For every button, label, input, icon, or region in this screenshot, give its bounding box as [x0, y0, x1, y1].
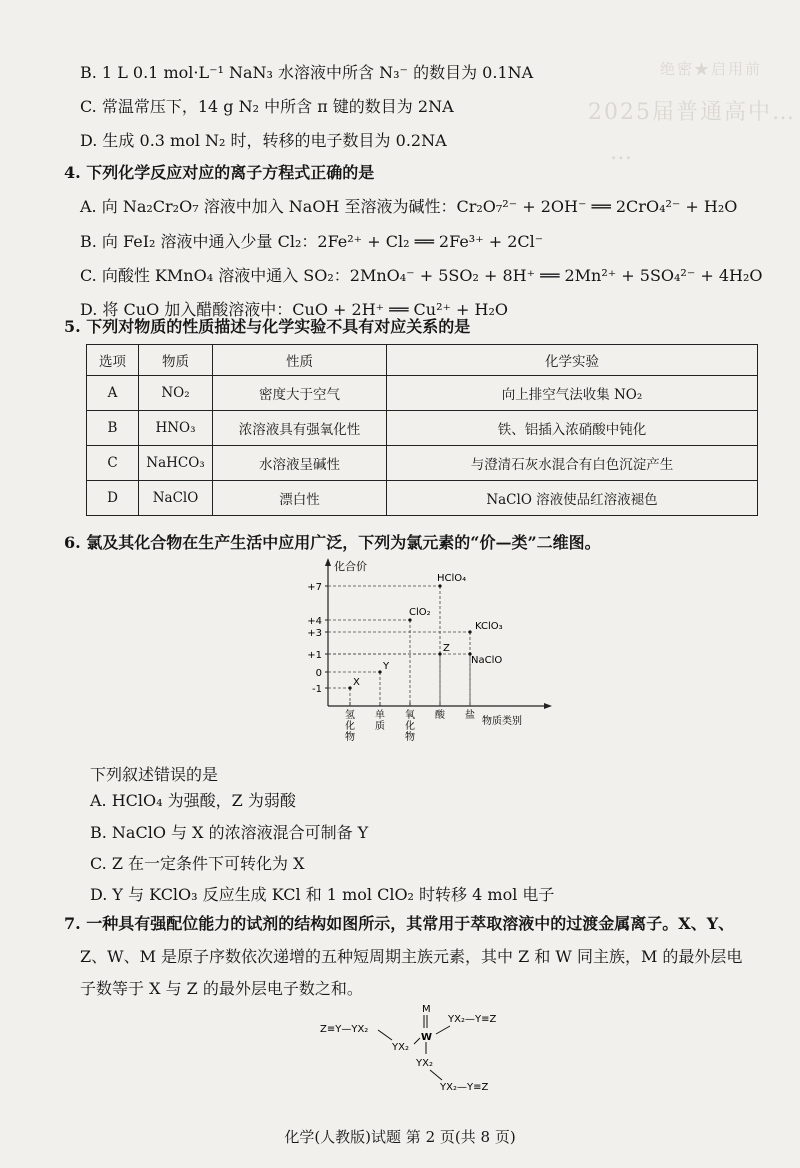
page-footer: 化学(人教版)试题 第 2 页(共 8 页): [284, 1128, 516, 1146]
q5-header-option: 选项: [87, 345, 139, 376]
q3-option-c: C. 常温常压下，14 g N₂ 中所含 π 键的数目为 2NA: [80, 97, 454, 116]
x-category-label: 氧化物: [405, 710, 415, 743]
table-cell: HNO₃: [139, 411, 213, 446]
y-tick-label: -1: [312, 684, 322, 695]
y-axis-title: 化合价: [334, 560, 367, 573]
table-cell: C: [87, 446, 139, 481]
q7-stem-line3: 子数等于 X 与 Z 的最外层电子数之和。: [80, 979, 363, 998]
structure-arm-bottom: YX₂—Y≡Z: [440, 1082, 489, 1093]
y-tick-label: +3: [307, 628, 322, 639]
q6-option-d: D. Y 与 KClO₃ 反应生成 KCl 和 1 mol ClO₂ 时转移 4 mol 电子: [90, 885, 555, 904]
chart-point: [468, 630, 471, 633]
chart-point: [438, 652, 441, 655]
table-cell: 漂白性: [213, 481, 387, 516]
chart-point-label: NaClO: [471, 655, 503, 666]
ghost-subtitle: …: [610, 140, 634, 165]
chart-point: [438, 584, 441, 587]
x-axis-arrow: [544, 703, 552, 709]
table-cell: A: [87, 376, 139, 411]
q7-stem-line1: 7. 一种具有强配位能力的试剂的结构如图所示，其常用于萃取溶液中的过渡金属离子。X、Y、: [64, 914, 735, 933]
table-cell: 水溶液呈碱性: [213, 446, 387, 481]
q6-stem: 6. 氯及其化合物在生产生活中应用广泛，下列为氯元素的“价—类”二维图。: [64, 533, 601, 552]
q6-option-b: B. NaClO 与 X 的浓溶液混合可制备 Y: [90, 823, 369, 842]
table-cell: 与澄清石灰水混合有白色沉淀产生: [387, 446, 758, 481]
q4-stem: 4. 下列化学反应对应的离子方程式正确的是: [64, 163, 375, 182]
q3-option-b: B. 1 L 0.1 mol·L⁻¹ NaN₃ 水溶液中所含 N₃⁻ 的数目为 0.1NA: [80, 63, 534, 82]
table-cell: NaClO 溶液使品红溶液褪色: [387, 481, 758, 516]
table-cell: NaClO: [139, 481, 213, 516]
q7-structure-diagram: [318, 1000, 538, 1110]
table-row: [87, 411, 758, 446]
chart-point-label: X: [353, 677, 360, 688]
table-cell: 密度大于空气: [213, 376, 387, 411]
q5-table: [86, 344, 758, 516]
structure-arm-right: YX₂—Y≡Z: [448, 1014, 497, 1025]
chart-point-label: ClO₂: [409, 607, 431, 618]
q3-option-d: D. 生成 0.3 mol N₂ 时，转移的电子数目为 0.2NA: [80, 131, 447, 150]
structure-arm-left: Z≡Y—YX₂: [320, 1024, 369, 1035]
y-tick-label: +4: [307, 616, 322, 627]
structure-arm-left-link: YX₂: [392, 1042, 409, 1053]
table-cell: 浓溶液具有强氧化性: [213, 411, 387, 446]
y-tick-label: +7: [307, 582, 322, 593]
q6-option-c: C. Z 在一定条件下可转化为 X: [90, 854, 305, 873]
structure-arm-bottom-link: YX₂: [416, 1058, 433, 1069]
ghost-title: 2025届普通高中…: [588, 100, 796, 125]
q6-prompt: 下列叙述错误的是: [90, 765, 219, 784]
chart-point-label: Y: [383, 661, 390, 672]
q4-option-d: D. 将 CuO 加入醋酸溶液中：CuO + 2H⁺ ══ Cu²⁺ + H₂O: [80, 300, 508, 319]
y-tick-label: +1: [307, 650, 322, 661]
q5-header-experiment: 化学实验: [387, 345, 758, 376]
q4-option-b: B. 向 FeI₂ 溶液中通入少量 Cl₂：2Fe²⁺ + Cl₂ ══ 2Fe³⁺ + 2Cl⁻: [80, 232, 544, 251]
table-cell: 向上排空气法收集 NO₂: [387, 376, 758, 411]
q5-table-header: [87, 345, 758, 376]
x-category-label: 盐: [465, 710, 475, 721]
table-cell: 铁、铝插入浓硝酸中钝化: [387, 411, 758, 446]
x-axis-title: 物质类别: [482, 716, 522, 727]
q5-stem: 5. 下列对物质的性质描述与化学实验不具有对应关系的是: [64, 317, 471, 336]
chart-point: [348, 686, 351, 689]
ghost-header: 绝密★启用前: [660, 60, 763, 78]
structure-atom-w: W: [421, 1032, 433, 1043]
y-tick-label: 0: [315, 668, 322, 679]
table-row: [87, 481, 758, 516]
table-row: [87, 446, 758, 481]
table-cell: D: [87, 481, 139, 516]
table-cell: NO₂: [139, 376, 213, 411]
q5-header-substance: 物质: [139, 345, 213, 376]
chart-point: [378, 670, 381, 673]
q5-header-property: 性质: [213, 345, 387, 376]
q4-option-c: C. 向酸性 KMnO₄ 溶液中通入 SO₂：2MnO₄⁻ + 5SO₂ + 8H⁺ ══ 2Mn²⁺ + 5SO₄²⁻ + 4H₂O: [80, 266, 763, 285]
q6-option-a: A. HClO₄ 为强酸，Z 为弱酸: [90, 791, 296, 810]
y-axis-arrow: [325, 558, 331, 566]
chart-point: [408, 618, 411, 621]
chart-point-label: Z: [443, 643, 450, 654]
chart-point-label: KClO₃: [475, 621, 503, 632]
x-category-label: 酸: [435, 710, 445, 721]
chart-point-label: HClO₄: [437, 573, 467, 584]
x-category-label: 氢化物: [345, 710, 355, 743]
table-cell: B: [87, 411, 139, 446]
q4-option-a: A. 向 Na₂Cr₂O₇ 溶液中加入 NaOH 至溶液为碱性：Cr₂O₇²⁻ + 2OH⁻ ══ 2CrO₄²⁻ + H₂O: [80, 197, 738, 216]
structure-atom-m: M: [422, 1004, 431, 1015]
valence-class-chart: [288, 558, 558, 758]
table-cell: NaHCO₃: [139, 446, 213, 481]
x-category-label: 单质: [375, 710, 385, 732]
q7-stem-line2: Z、W、M 是原子序数依次递增的五种短周期主族元素，其中 Z 和 W 同主族，M 的最外层电: [80, 947, 743, 966]
table-row: [87, 376, 758, 411]
